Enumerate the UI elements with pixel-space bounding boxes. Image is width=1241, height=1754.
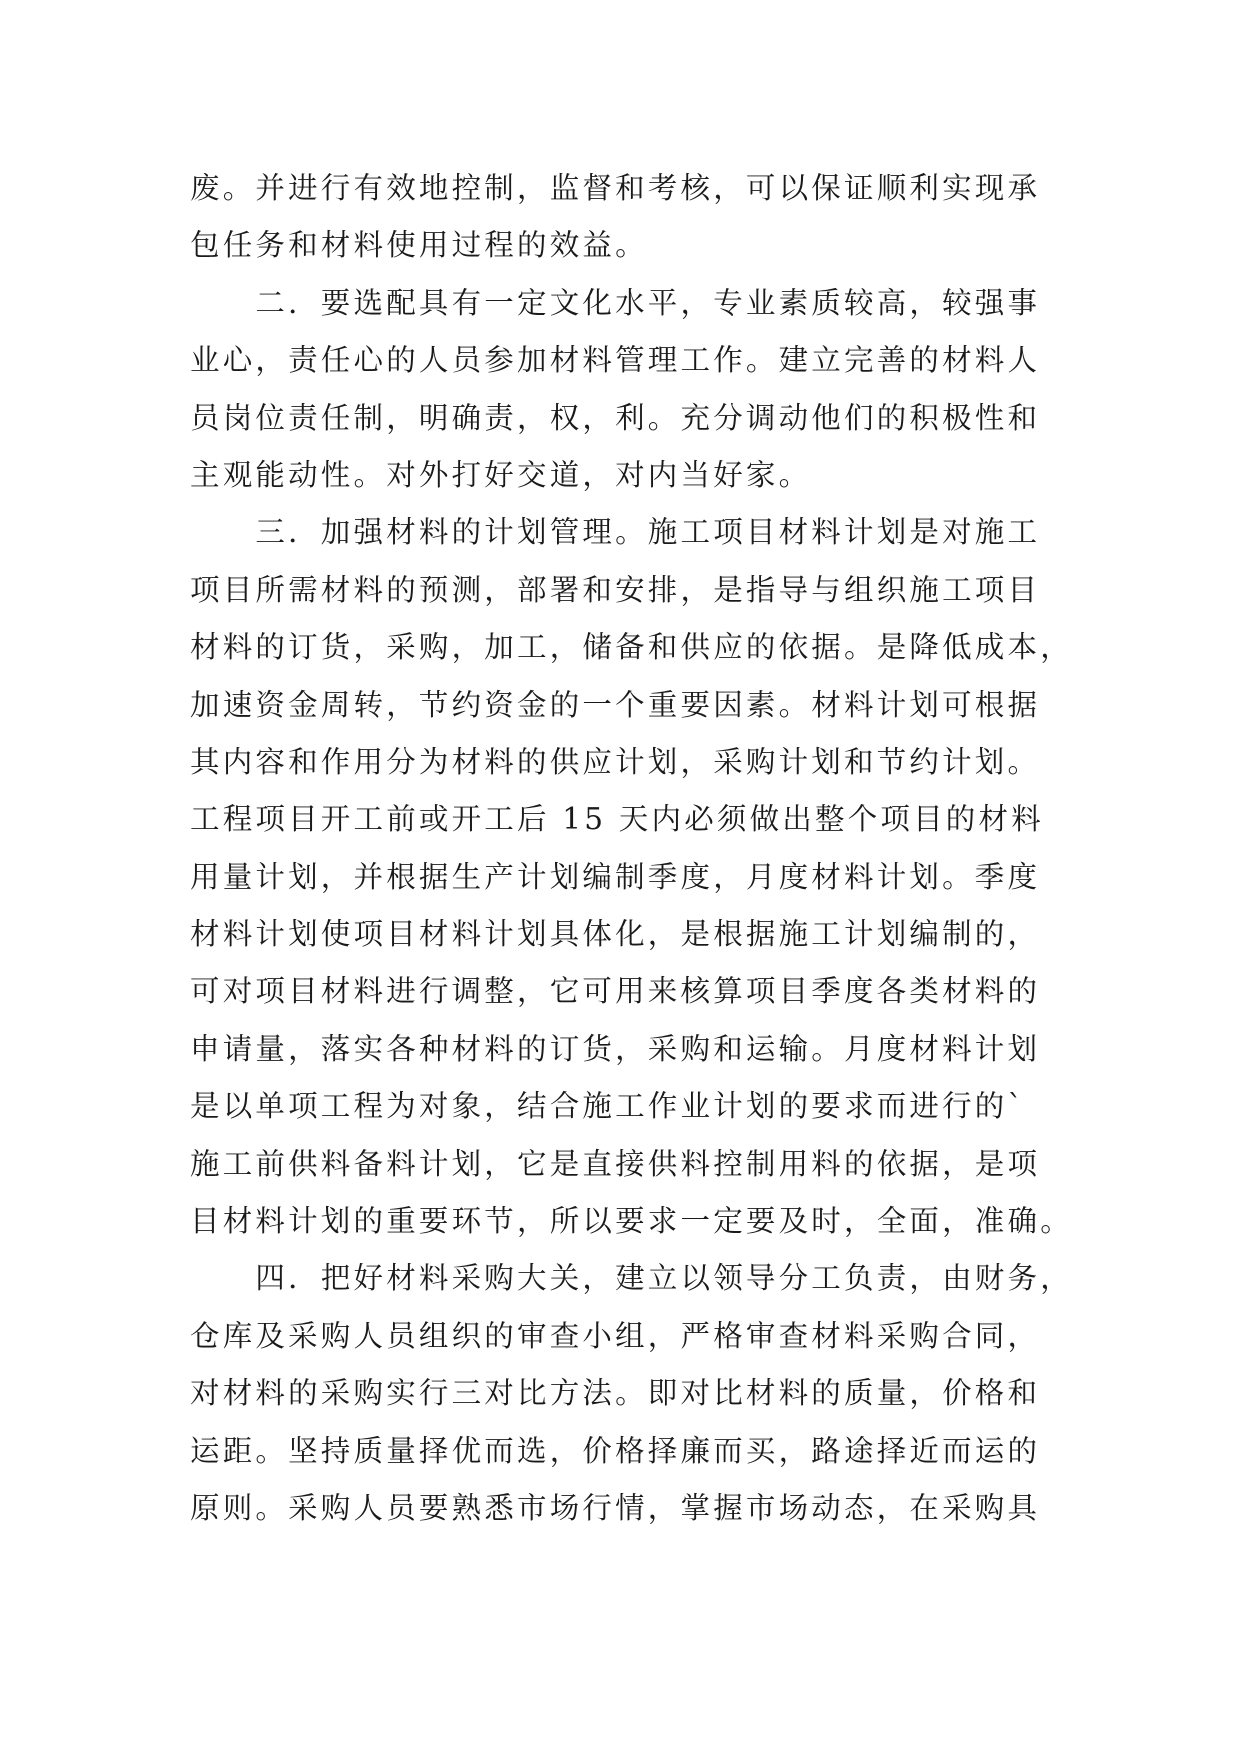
text-line: 工程项目开工前或开工后 15 天内必须做出整个项目的材料 — [190, 802, 1044, 837]
text-line: 四．把好材料采购大关，建立以领导分工负责，由财务， — [190, 1261, 1073, 1296]
text-line: 目材料计划的重要环节，所以要求一定要及时，全面，准确。 — [190, 1204, 1073, 1239]
text-line: 主观能动性。对外打好交道，对内当好家。 — [190, 457, 812, 492]
text-line: 材料计划使项目材料计划具体化，是根据施工计划编制的， — [190, 917, 1041, 952]
text-line: 申请量，落实各种材料的订货，采购和运输。月度材料计划 — [190, 1031, 1041, 1066]
text-line: 业心，责任心的人员参加材料管理工作。建立完善的材料人 — [190, 343, 1041, 378]
text-line: 其内容和作用分为材料的供应计划，采购计划和节约计划。 — [190, 744, 1041, 779]
text-line: 运距。坚持质量择优而选，价格择廉而买，路途择近而运的 — [190, 1433, 1041, 1468]
text-line: 施工前供料备料计划，它是直接供料控制用料的依据，是项 — [190, 1146, 1041, 1181]
text-line: 废。并进行有效地控制，监督和考核，可以保证顺利实现承 — [190, 171, 1041, 205]
text-line: 员岗位责任制，明确责，权，利。充分调动他们的积极性和 — [190, 400, 1041, 435]
text-line: 可对项目材料进行调整，它可用来核算项目季度各类材料的 — [190, 974, 1041, 1009]
text-line: 项目所需材料的预测，部署和安排，是指导与组织施工项目 — [190, 572, 1041, 607]
text-line: 仓库及采购人员组织的审查小组，严格审查材料采购合同， — [190, 1318, 1041, 1353]
text-line: 包任务和材料使用过程的效益。 — [190, 228, 648, 263]
text-line: 是以单项工程为对象，结合施工作业计划的要求而进行的` — [190, 1089, 1026, 1124]
text-line: 原则。采购人员要熟悉市场行情，掌握市场动态，在采购具 — [190, 1490, 1041, 1525]
text-line: 材料的订货，采购，加工，储备和供应的依据。是降低成本， — [190, 630, 1073, 665]
text-line: 二．要选配具有一定文化水平，专业素质较高，较强事 — [190, 285, 1041, 320]
text-line: 加速资金周转，节约资金的一个重要因素。材料计划可根据 — [190, 687, 1041, 722]
body-text — [190, 160, 1073, 1537]
text-line: 对材料的采购实行三对比方法。即对比材料的质量，价格和 — [190, 1376, 1041, 1411]
text-line: 三．加强材料的计划管理。施工项目材料计划是对施工 — [190, 515, 1041, 550]
text-line: 用量计划，并根据生产计划编制季度，月度材料计划。季度 — [190, 859, 1041, 894]
